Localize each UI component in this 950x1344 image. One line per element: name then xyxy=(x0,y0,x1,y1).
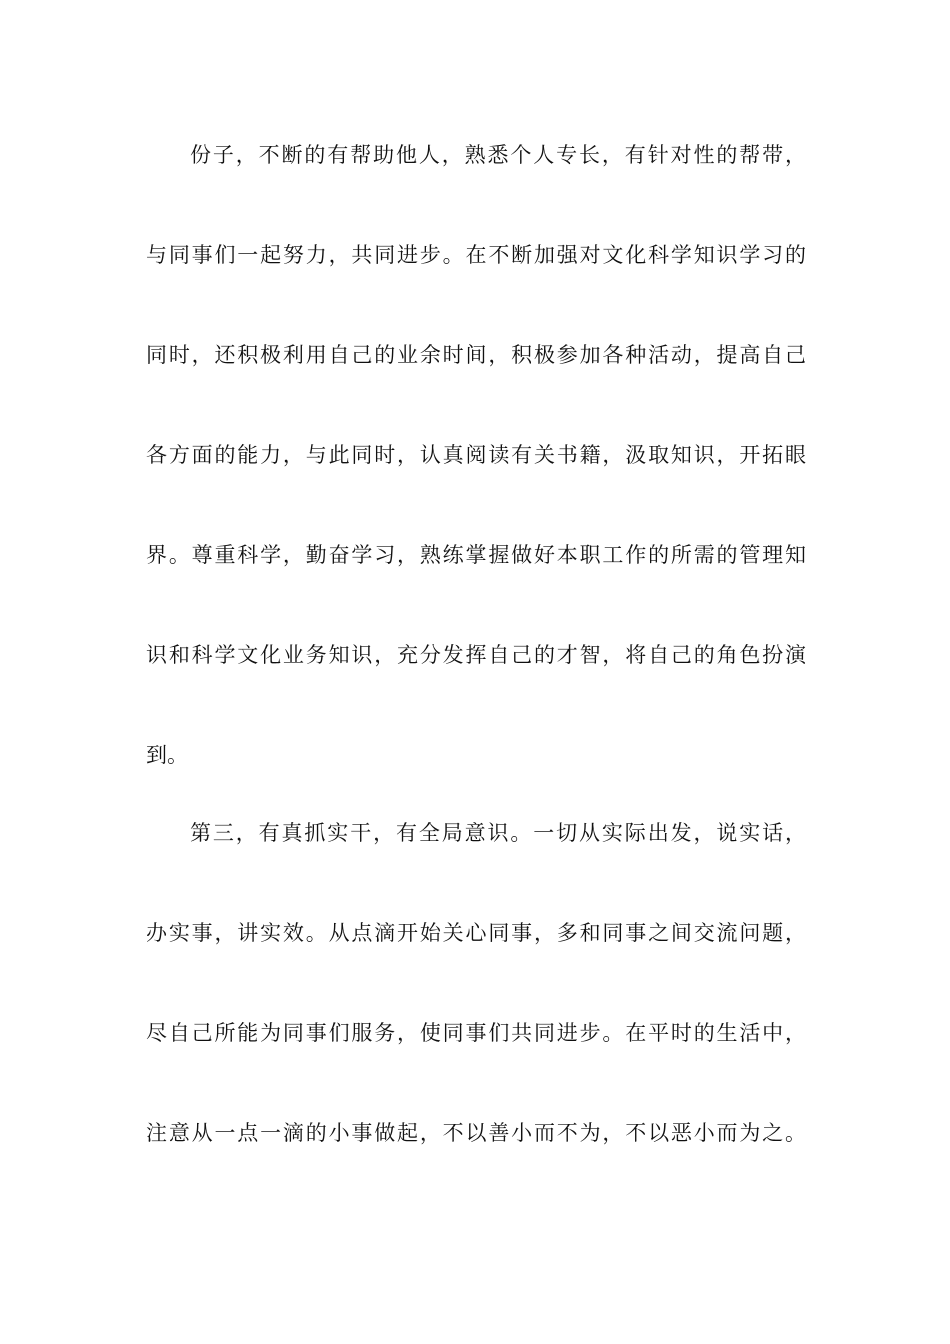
paragraph-line: 注意从一点一滴的小事做起，不以善小而不为，不以恶小而为之。 xyxy=(146,1121,806,1145)
paragraph-line: 同时，还积极利用自己的业余时间，积极参加各种活动，提高自己 xyxy=(146,343,806,367)
paragraph-line: 办实事，讲实效。从点滴开始关心同事，多和同事之间交流问题， xyxy=(146,921,806,945)
paragraph-line: 到。 xyxy=(146,743,188,767)
paragraph-line: 界。尊重科学，勤奋学习，熟练掌握做好本职工作的所需的管理知 xyxy=(146,543,806,567)
paragraph-line: 第三，有真抓实干，有全局意识。一切从实际出发，说实话， xyxy=(190,821,806,845)
paragraph-line: 识和科学文化业务知识，充分发挥自己的才智，将自己的角色扮演 xyxy=(146,643,806,667)
paragraph-line: 与同事们一起努力，共同进步。在不断加强对文化科学知识学习的 xyxy=(146,243,806,267)
paragraph-line: 尽自己所能为同事们服务，使同事们共同进步。在平时的生活中， xyxy=(146,1021,806,1045)
paragraph-line: 份子，不断的有帮助他人，熟悉个人专长，有针对性的帮带， xyxy=(190,143,806,167)
paragraph-line: 各方面的能力，与此同时，认真阅读有关书籍，汲取知识，开拓眼 xyxy=(146,443,806,467)
